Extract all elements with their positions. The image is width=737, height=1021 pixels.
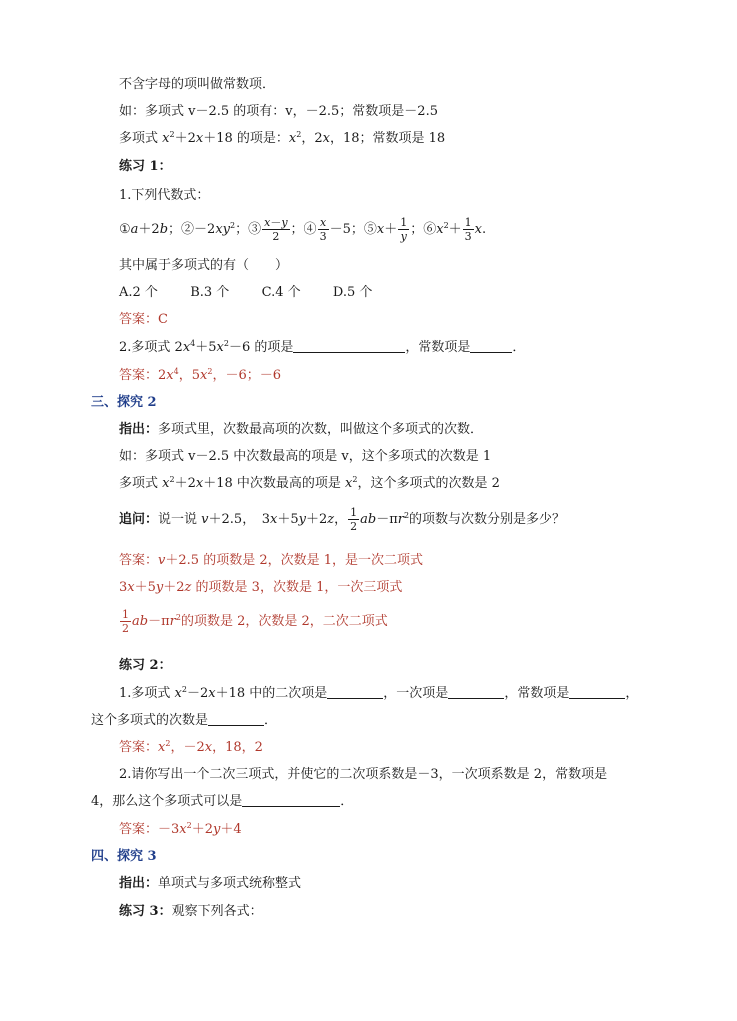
example-line: 多项式 $x^2+2x+18$ 中次数最高的项是 $x^2$，这个多项式的次数是 2	[119, 475, 500, 491]
question-text: 2.请你写出一个二次三项式，并使它的二次项系数是－3，一次项系数是 2，常数项是	[119, 767, 608, 782]
section-title: 三、探究 2	[91, 395, 157, 410]
answer-blank[interactable]	[208, 713, 264, 726]
question-text: 1.下列代数式：	[119, 188, 210, 203]
answer-text: 答案：C	[119, 312, 168, 327]
answer-text: 答案：$2x^4$，$5x^2$，－6；－6	[119, 367, 281, 383]
answer-blank[interactable]	[448, 686, 504, 699]
expression-list: ①a＋2b；$②-2xy^2$；③ $\frac{x-y}{2}$ ；④ $\frac{x}{3}$ －5；⑤x＋ $\frac{1}{y}$ ；$⑥x^2+$ $\frac{1}{3}$ x.	[119, 216, 487, 243]
question-text: 4，那么这个多项式可以是 ．	[91, 794, 354, 809]
question-text: 其中属于多项式的有（ ）	[119, 258, 289, 273]
example-line: 如：多项式 v－2.5 的项有：v，－2.5；常数项是－2.5	[119, 104, 438, 119]
question-text: 这个多项式的次数是 ．	[91, 713, 278, 728]
exercise-title: 练习 3：观察下列各式：	[119, 904, 263, 919]
example-line: 多项式 $x^2+2x+18$ 的项是：$x^2$，2x，18；常数项是 18	[119, 130, 446, 146]
option-b: B.3 个	[190, 285, 230, 300]
question-text: 2.多项式 $2x^4+5x^2-6$ 的项是 ，常数项是 ．	[119, 339, 526, 355]
constant-term-definition: 不含字母的项叫做常数项．	[119, 77, 276, 92]
option-c: C.4 个	[261, 285, 301, 300]
key-point: 指出：单项式与多项式统称整式	[119, 876, 302, 891]
exercise-title: 练习 1：	[119, 159, 172, 174]
answer-text: 答案：$x^2$，－2x，18，2	[119, 739, 263, 755]
key-point: 指出：多项式里，次数最高项的次数，叫做这个多项式的次数．	[119, 422, 484, 437]
question-text: 1.多项式 $x^2-2x+18$ 中的二次项是 ，一次项是 ，常数项是 ，	[119, 685, 639, 701]
section-title: 四、探究 3	[91, 849, 157, 864]
answer-text: 3x＋5y＋2z 的项数是 3，次数是 1，一次三项式	[119, 580, 403, 595]
example-line: 如：多项式 v－2.5 中次数最高的项是 v，这个多项式的次数是 1	[119, 449, 492, 464]
answer-text: 答案：$-3x^2+2y+4$	[119, 821, 242, 837]
exercise-title: 练习 2：	[119, 658, 172, 673]
answer-blank[interactable]	[293, 340, 405, 353]
follow-up-question: 追问：说一说 v＋2.5， 3x＋5y＋2z， $\frac{1}{2}$ $ab-\pi r^2$的项数与次数分别是多少？	[119, 506, 566, 533]
answer-text: 答案：v＋2.5 的项数是 2，次数是 1，是一次二项式	[119, 553, 424, 568]
answer-blank[interactable]	[327, 686, 383, 699]
option-d: D.5 个	[332, 285, 373, 300]
answer-blank[interactable]	[242, 794, 340, 807]
answer-blank[interactable]	[569, 686, 625, 699]
answer-blank[interactable]	[470, 340, 512, 353]
answer-text: $\frac{1}{2}$ $ab-\pi r^2$的项数是 2，次数是 2，二次二项式	[122, 608, 388, 635]
option-a: A.2 个	[119, 285, 158, 300]
options-row	[119, 284, 372, 302]
